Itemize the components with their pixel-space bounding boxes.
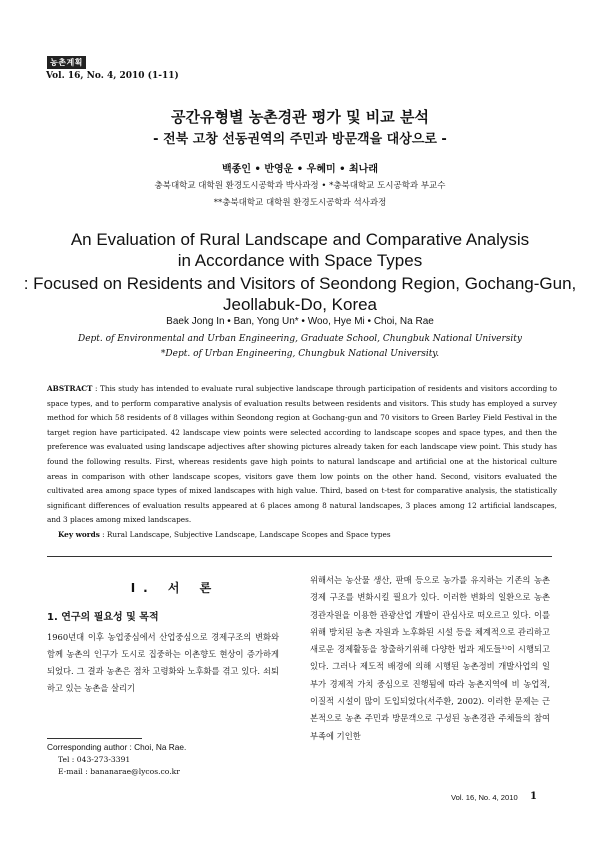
keywords: [58, 530, 391, 539]
footer-volume: Vol. 16, No. 4, 2010: [451, 793, 518, 802]
author-phone: Tel : 043-273-3391: [58, 755, 131, 764]
author-email: E-mail : bananarae@lycos.co.kr: [58, 767, 180, 776]
english-department-1: Dept. of Environmental and Urban Engineering, Graduate School, Chungbuk National University: [77, 334, 522, 344]
keywords-text: : Rural Landscape, Subjective Landscape, Landscape Scopes and Space types: [102, 530, 391, 539]
korean-subtitle: - 전북 고창 선동권역의 주민과 방문객을 대상으로 -: [153, 132, 447, 147]
abstract-text: : This study has intended to evaluate rural subjective landscape through participation of residents and visitors according to space types, and to perform comparative analysis of evaluation results between residents and visitors. This study has employed a survey method for which 58 residents of 8 villages within Seondong region at Gochang-gun and 70 visitors to Green Barley Field Festival in the target region have participated. 42 landscape view points were selected according to landscape scopes and space types, and then the preference was evaluated using landscape adjectives after showing pictures already taken for each landscape view point. This study has found the following results. First, whereas residents gave high points to natural landscape and artificial one at the historical culture areas in comparison with other landscape scopes, visitors gave them low points on the other hand. Second, visitors evaluated the cultivated area among space types of mixed landscapes with high value. Third, based on t-test for comparative analysis, the statistically significant differences of evaluation results appeared at 6 places among 8 natural landscapes, 3 places among 12 artificial landscapes, and 3 places among mixed landscapes.: [47, 384, 557, 525]
body-paragraph-right: 위해서는 농산물 생산, 판매 등으로 농가를 유지하는 기존의 농촌경제 구조를 변화시킬 필요가 있다. 이러한 변화의 일환으로 농촌 경관자원을 이용한 관광산업 개발이 관심사로 떠오르고 있다. 이를 위해 방치된 농촌 자원과 노후화된 시설 등을 체계적으로 관리하고 새로운 경제활동을 창출하기위해 다양한 법과 제도들¹⁾이 시행되고 있다. 그러나 제도적 배경에 의해 시행된 농촌정비 개발사업의 일부가 경제적 가치 중심으로 진행됨에 따라 농촌지역에 비 농업적, 이질적 시설이 많이 도입되었다(서주환, 2002). 이러한 문제는 근본적으로 농촌 주민과 방문객으로 구성된 농촌경관 주체들의 참여 부족에 기인한: [310, 575, 550, 741]
journal-badge: 농촌계획: [47, 56, 86, 69]
footnote-rule: [47, 738, 142, 739]
korean-title: 공간유형별 농촌경관 평가 및 비교 분석: [171, 108, 429, 126]
volume-info: Vol. 16, No. 4, 2010 (1-11): [46, 71, 179, 81]
korean-authors: 백종인 • 반영운 • 우혜미 • 최나래: [222, 164, 378, 175]
section-divider: [47, 556, 552, 557]
subsection-heading: 1. 연구의 필요성 및 목적: [47, 612, 159, 623]
korean-affiliation-1: 충북대학교 대학원 환경도시공학과 박사과정 • *충북대학교 도시공학과 부교수: [154, 181, 446, 191]
english-authors: Baek Jong In • Ban, Yong Un* • Woo, Hye Mi • Choi, Na Rae: [166, 316, 434, 327]
abstract: [47, 382, 557, 528]
body-paragraph-left: 1960년대 이후 농업중심에서 산업중심으로 경제구조의 변화와 함께 농촌의 인구가 도시로 집중하는 이촌향도 현상이 증가하게 되었다. 그 결과 농촌은 점차 고령화와 노후화를 겪고 있다. 쇠퇴하고 있는 농촌을 살리기: [47, 632, 279, 693]
english-title-line-1: An Evaluation of Rural Landscape and Comparative Analysis: [70, 230, 530, 249]
english-title-line-4: Jeollabuk-Do, Korea: [222, 295, 378, 314]
abstract-label: ABSTRACT: [47, 384, 93, 393]
english-department-2: *Dept. of Urban Engineering, Chungbuk National University.: [160, 349, 440, 359]
section-heading: Ⅰ. 서 론: [130, 581, 220, 595]
page-number: 1: [530, 791, 537, 802]
english-title-line-2: in Accordance with Space Types: [177, 251, 423, 270]
english-title-line-3: : Focused on Residents and Visitors of Seondong Region, Gochang-Gun,: [23, 274, 577, 293]
korean-affiliation-2: **충북대학교 대학원 환경도시공학과 석사과정: [213, 198, 387, 208]
corresponding-author: Corresponding author : Choi, Na Rae.: [47, 742, 187, 752]
keywords-label: Key words: [58, 530, 100, 539]
